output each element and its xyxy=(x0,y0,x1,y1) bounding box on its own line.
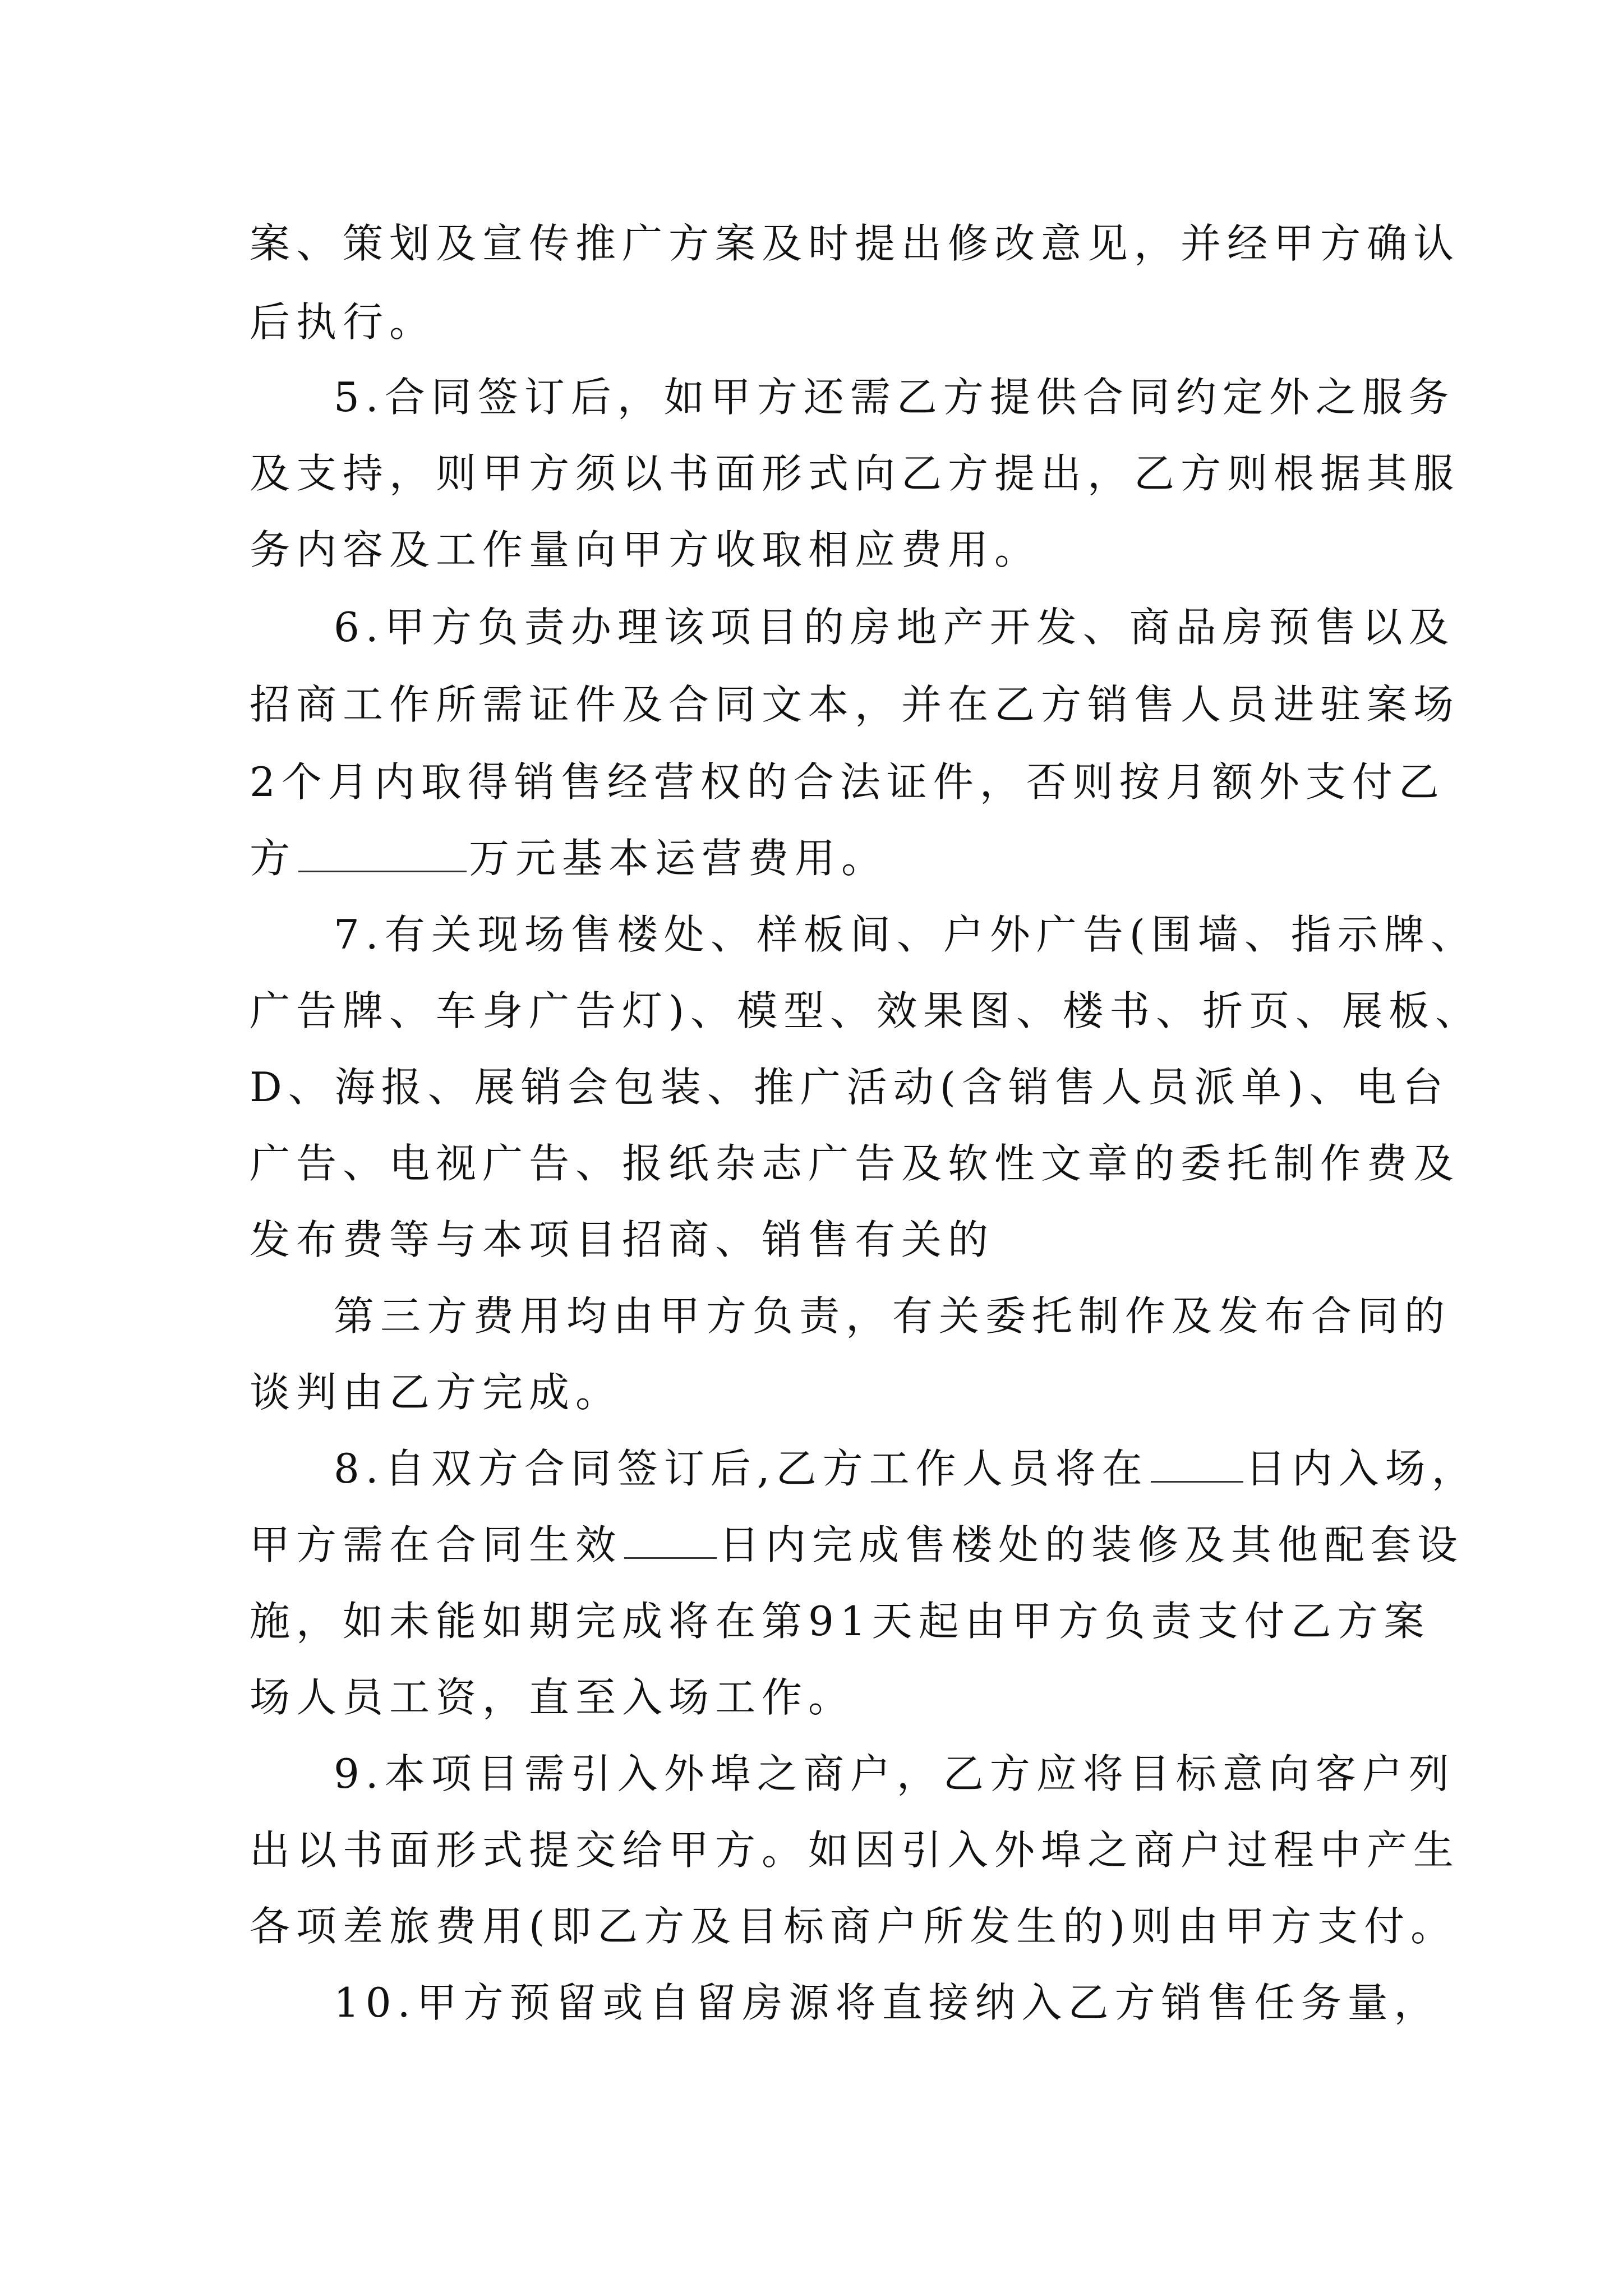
text-line: 出以书面形式提交给甲方。如因引入外埠之商户过程中产生 xyxy=(250,1826,1460,1874)
fill-in-blank xyxy=(624,1524,717,1559)
text-line: D、海报、展销会包装、推广活动(含销售人员派单)、电台 xyxy=(250,1064,1449,1111)
fill-in-blank xyxy=(1151,1447,1243,1483)
text-line: 谈判由乙方完成。 xyxy=(250,1369,623,1416)
text-line: 2个月内取得销售经营权的合法证件，否则按月额外支付乙 xyxy=(250,758,1445,806)
text-segment: 日内完成售楼处的装修及其他配套设 xyxy=(719,1521,1464,1568)
text-line: 5.合同签订后，如甲方还需乙方提供合同约定外之服务 xyxy=(334,374,1455,421)
text-line: 发布费等与本项目招商、销售有关的 xyxy=(250,1216,995,1263)
text-segment: 万元基本运营费用。 xyxy=(469,835,888,882)
text-line: 务内容及工作量向甲方收取相应费用。 xyxy=(250,526,1041,573)
text-line: 广告牌、车身广告灯)、模型、效果图、楼书、折页、展板、 xyxy=(250,987,1482,1034)
text-line: 案、策划及宣传推广方案及时提出修改意见，并经甲方确认 xyxy=(250,220,1460,267)
text-line: 施，如未能如期完成将在第91天起由甲方负责支付乙方案 xyxy=(250,1598,1431,1645)
text-line: 及支持，则甲方须以书面形式向乙方提出，乙方则根据其服 xyxy=(250,450,1460,497)
text-segment: 甲方需在合同生效 xyxy=(250,1521,623,1568)
text-line-with-blank xyxy=(250,1518,1464,1572)
text-segment: 方 xyxy=(250,835,297,882)
text-segment: 8.自双方合同签订后,乙方工作人员将在 xyxy=(334,1445,1149,1492)
text-line-with-blank xyxy=(334,1442,1478,1496)
text-line: 各项差旅费用(即乙方及目标商户所发生的)则由甲方支付。 xyxy=(250,1903,1458,1950)
text-line: 6.甲方负责办理该项目的房地产开发、商品房预售以及 xyxy=(334,604,1455,651)
fill-in-blank xyxy=(298,837,467,872)
text-line: 10.甲方预留或自留房源将直接纳入乙方销售任务量， xyxy=(334,1979,1441,2026)
text-line: 招商工作所需证件及合同文本，并在乙方销售人员进驻案场 xyxy=(250,681,1460,728)
text-line: 后执行。 xyxy=(250,298,436,346)
text-line: 9.本项目需引入外埠之商户，乙方应将目标意向客户列 xyxy=(334,1750,1455,1797)
text-line: 场人员工资，直至入场工作。 xyxy=(250,1674,855,1721)
text-line: 7.有关现场售楼处、样板间、户外广告(围墙、指示牌、 xyxy=(334,911,1477,958)
text-line-with-blank xyxy=(250,831,888,885)
text-line: 广告、电视广告、报纸杂志广告及软性文章的委托制作费及 xyxy=(250,1140,1460,1187)
text-segment: 日内入场， xyxy=(1245,1445,1478,1492)
text-line: 第三方费用均由甲方负责，有关委托制作及发布合同的 xyxy=(334,1292,1451,1340)
